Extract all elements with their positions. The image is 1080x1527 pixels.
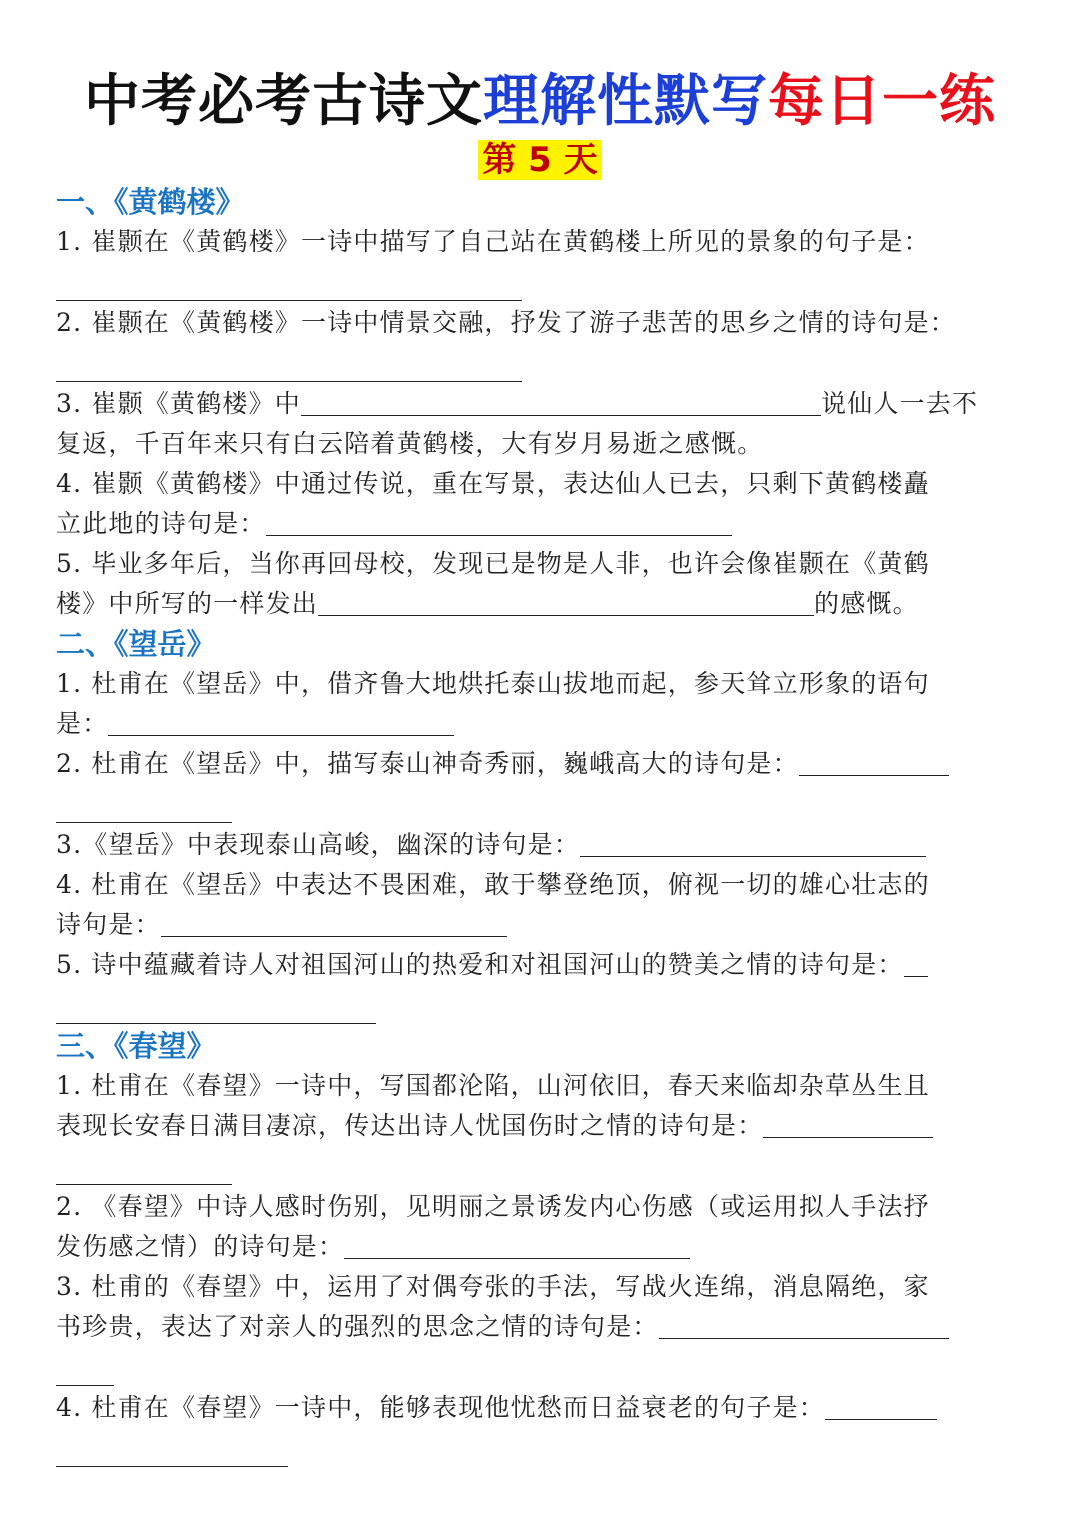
question-item <box>56 825 1026 865</box>
title-part-blue: 理解性默写 <box>483 69 768 134</box>
question-text: 是： <box>56 709 109 738</box>
question-text: 1. 崔颢在《黄鹤楼》一诗中描写了自己站在黄鹤楼上所见的景象的句子是： <box>56 227 930 256</box>
title-part-black: 中考必考古诗文 <box>84 69 483 134</box>
question-text: 表现长安春日满目凄凉，传达出诗人忧国伤时之情的诗句是： <box>56 1111 764 1140</box>
answer-blank[interactable] <box>344 1232 690 1259</box>
question-text: 书珍贵，表达了对亲人的强烈的思念之情的诗句是： <box>56 1312 659 1341</box>
answer-blank[interactable] <box>108 709 454 736</box>
answer-blank[interactable] <box>580 830 926 857</box>
question-text: 的感慨。 <box>814 589 919 618</box>
answer-blank[interactable] <box>56 343 522 382</box>
question-text: 说仙人一去不 <box>821 389 979 418</box>
day-badge: 第 5 天 <box>478 140 601 180</box>
question-text: 2. 《春望》中诗人感时伤别，见明丽之景诱发内心伤感（或运用拟人手法抒 <box>56 1192 930 1221</box>
question-text: 5. 诗中蕴藏着诗人对祖国河山的热爱和对祖国河山的赞美之情的诗句是： <box>56 950 904 979</box>
answer-blank[interactable] <box>56 985 376 1024</box>
answer-blank[interactable] <box>763 1111 933 1138</box>
answer-blank[interactable] <box>301 389 821 416</box>
question-item <box>56 1227 1026 1267</box>
question-text: 3.《望岳》中表现泰山高峻，幽深的诗句是： <box>56 830 581 859</box>
question-item <box>56 945 1026 985</box>
question-item <box>56 744 1026 784</box>
day-label <box>0 138 1080 182</box>
answer-blank[interactable] <box>266 509 732 536</box>
answer-blank[interactable] <box>56 784 232 823</box>
question-text: 2. 崔颢在《黄鹤楼》一诗中情景交融，抒发了游子悲苦的思乡之情的诗句是： <box>56 308 957 337</box>
question-text: 复返，千百年来只有白云陪着黄鹤楼，大有岁月易逝之感慨。 <box>56 429 764 458</box>
answer-blank[interactable] <box>56 262 522 301</box>
question-text: 诗句是： <box>56 910 161 939</box>
answer-blank[interactable] <box>825 1393 937 1420</box>
answer-blank[interactable] <box>56 1347 114 1386</box>
question-text: 4. 杜甫在《春望》一诗中，能够表现他忧愁而日益衰老的句子是： <box>56 1393 826 1422</box>
question-text: 3. 杜甫的《春望》中，运用了对偶夸张的手法，写战火连绵，消息隔绝，家 <box>56 1272 930 1301</box>
answer-blank[interactable] <box>56 1146 232 1185</box>
question-item <box>56 704 1026 744</box>
answer-blank[interactable] <box>904 950 928 977</box>
question-item <box>56 1307 1026 1347</box>
question-text: 2. 杜甫在《望岳》中，描写泰山神奇秀丽，巍峨高大的诗句是： <box>56 749 799 778</box>
question-item <box>56 1388 1026 1428</box>
answer-blank[interactable] <box>318 589 814 616</box>
question-text: 5. 毕业多年后，当你再回母校，发现已是物是人非，也许会像崔颢在《黄鹤 <box>56 549 930 578</box>
question-text: 楼》中所写的一样发出 <box>56 589 319 618</box>
question-item <box>56 584 1026 624</box>
question-text: 立此地的诗句是： <box>56 509 266 538</box>
section-heading-wangyue: 二、《望岳》 <box>56 627 216 661</box>
question-text: 1. 杜甫在《春望》一诗中，写国都沦陷，山河依旧，春天来临却杂草丛生且 <box>56 1071 930 1100</box>
title-part-red: 每日一练 <box>768 69 996 134</box>
question-item <box>56 384 1026 424</box>
answer-blank[interactable] <box>161 910 507 937</box>
question-text: 1. 杜甫在《望岳》中，借齐鲁大地烘托泰山拔地而起，参天耸立形象的语句 <box>56 669 930 698</box>
answer-blank[interactable] <box>659 1312 949 1339</box>
question-text: 发伤感之情）的诗句是： <box>56 1232 345 1261</box>
question-item <box>56 504 1026 544</box>
question-item <box>56 905 1026 945</box>
answer-blank[interactable] <box>799 749 949 776</box>
answer-blank[interactable] <box>56 1428 288 1467</box>
page-title <box>0 66 1080 138</box>
section-heading-chunwang: 三、《春望》 <box>56 1029 216 1063</box>
question-text: 4. 崔颢《黄鹤楼》中通过传说，重在写景，表达仙人已去，只剩下黄鹤楼矗 <box>56 469 930 498</box>
question-item <box>56 1106 1026 1146</box>
question-text: 4. 杜甫在《望岳》中表达不畏困难，敢于攀登绝顶，俯视一切的雄心壮志的 <box>56 870 930 899</box>
section-heading-huanghelou: 一、《黄鹤楼》 <box>56 185 245 219</box>
questions-content <box>56 182 1026 1469</box>
question-text: 3. 崔颢《黄鹤楼》中 <box>56 389 302 418</box>
